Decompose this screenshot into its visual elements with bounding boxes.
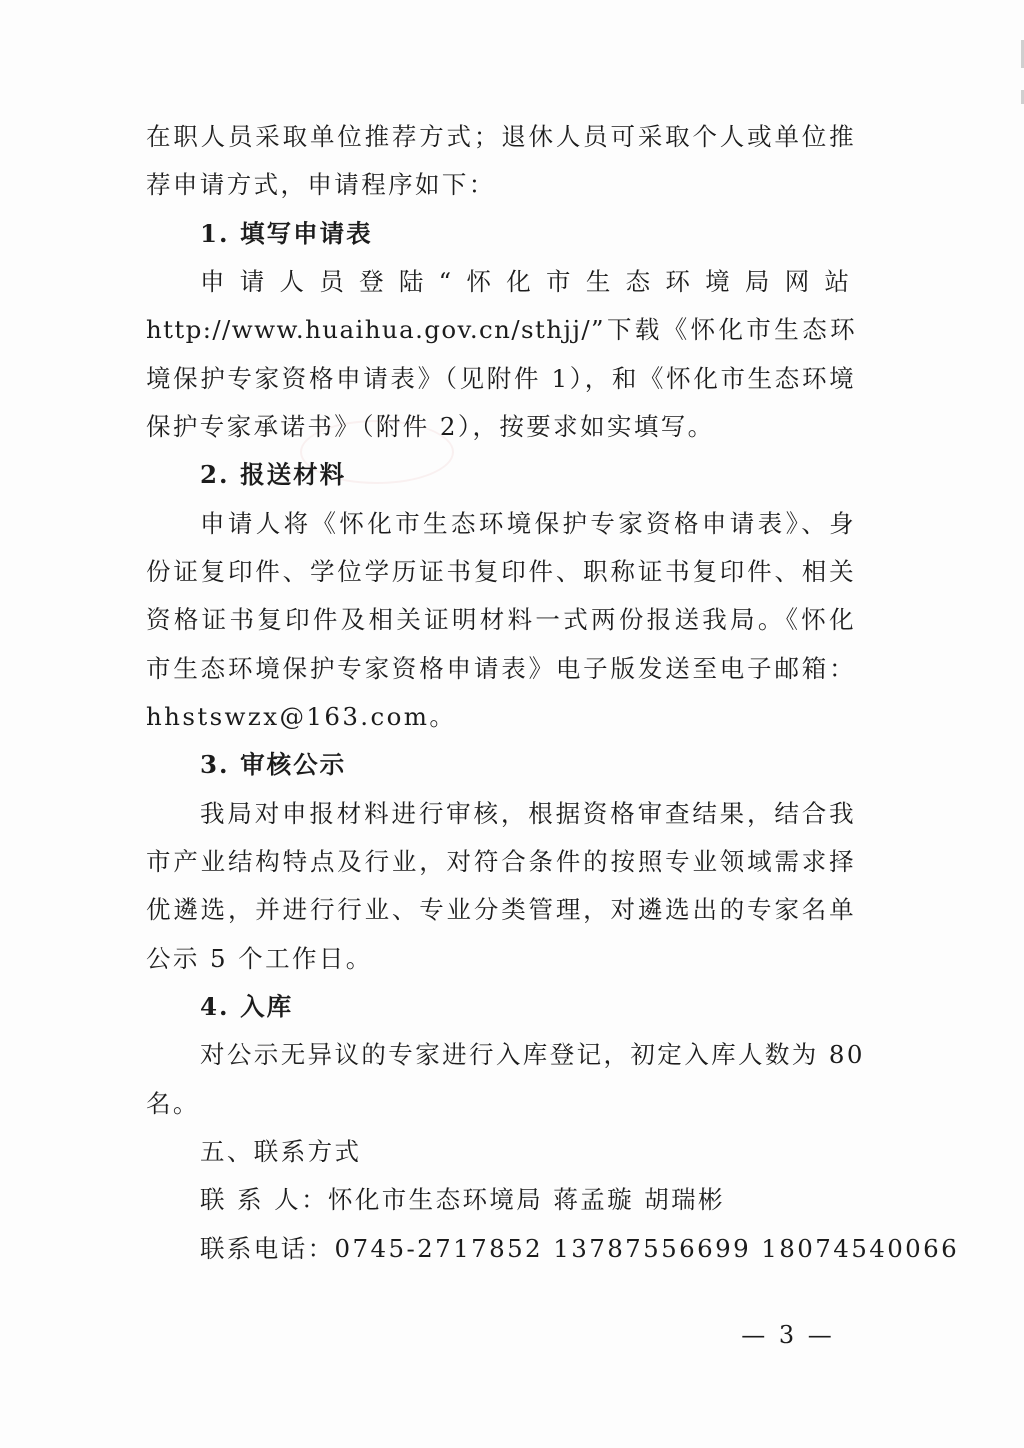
body-line: 市生态环境保护专家资格申请表》电子版发送至电子邮箱：: [146, 654, 856, 683]
body-line: 对公示无异议的专家进行入库登记，初定入库人数为 80: [200, 1040, 865, 1069]
contact-phone-line: 联系电话：0745-2717852 13787556699 18074540066: [200, 1234, 960, 1263]
body-line: http://www.huaihua.gov.cn/sthjj/”下载《怀化市生态环: [146, 315, 856, 344]
contact-person-line: 联 系 人：怀化市生态环境局 蒋孟璇 胡瑞彬: [200, 1185, 725, 1214]
body-line: 名。: [146, 1089, 200, 1118]
section-heading: 1. 填写申请表: [200, 219, 373, 248]
body-line: 荐申请方式，申请程序如下：: [146, 170, 496, 199]
section-heading: 2. 报送材料: [200, 460, 347, 489]
body-line: 资格证书复印件及相关证明材料一式两份报送我局。《怀化: [146, 605, 856, 634]
body-line: 保护专家承诺书》（附件 2），按要求如实填写。: [146, 412, 715, 441]
page-number: — 3 —: [741, 1321, 835, 1349]
body-line: 优遴选，并进行行业、专业分类管理，对遴选出的专家名单: [146, 895, 856, 924]
body-line: 份证复印件、学位学历证书复印件、职称证书复印件、相关: [146, 557, 856, 586]
section-heading: 3. 审核公示: [200, 750, 347, 779]
body-line: 市产业结构特点及行业，对符合条件的按照专业领域需求择: [146, 847, 856, 876]
body-line: 申请人员登陆“怀化市生态环境局网站: [200, 267, 856, 296]
email-line: hhstswzx@163.com。: [146, 702, 457, 731]
body-line: 境保护专家资格申请表》（见附件 1），和《怀化市生态环境: [146, 364, 856, 393]
body-line: 在职人员采取单位推荐方式；退休人员可采取个人或单位推: [146, 122, 856, 151]
section-heading: 4. 入库: [200, 992, 294, 1021]
body-line: 申请人将《怀化市生态环境保护专家资格申请表》、身: [200, 509, 856, 538]
body-line: 我局对申报材料进行审核，根据资格审查结果，结合我: [200, 799, 856, 828]
contact-heading: 五、联系方式: [200, 1137, 362, 1166]
body-line: 公示 5 个工作日。: [146, 944, 373, 973]
